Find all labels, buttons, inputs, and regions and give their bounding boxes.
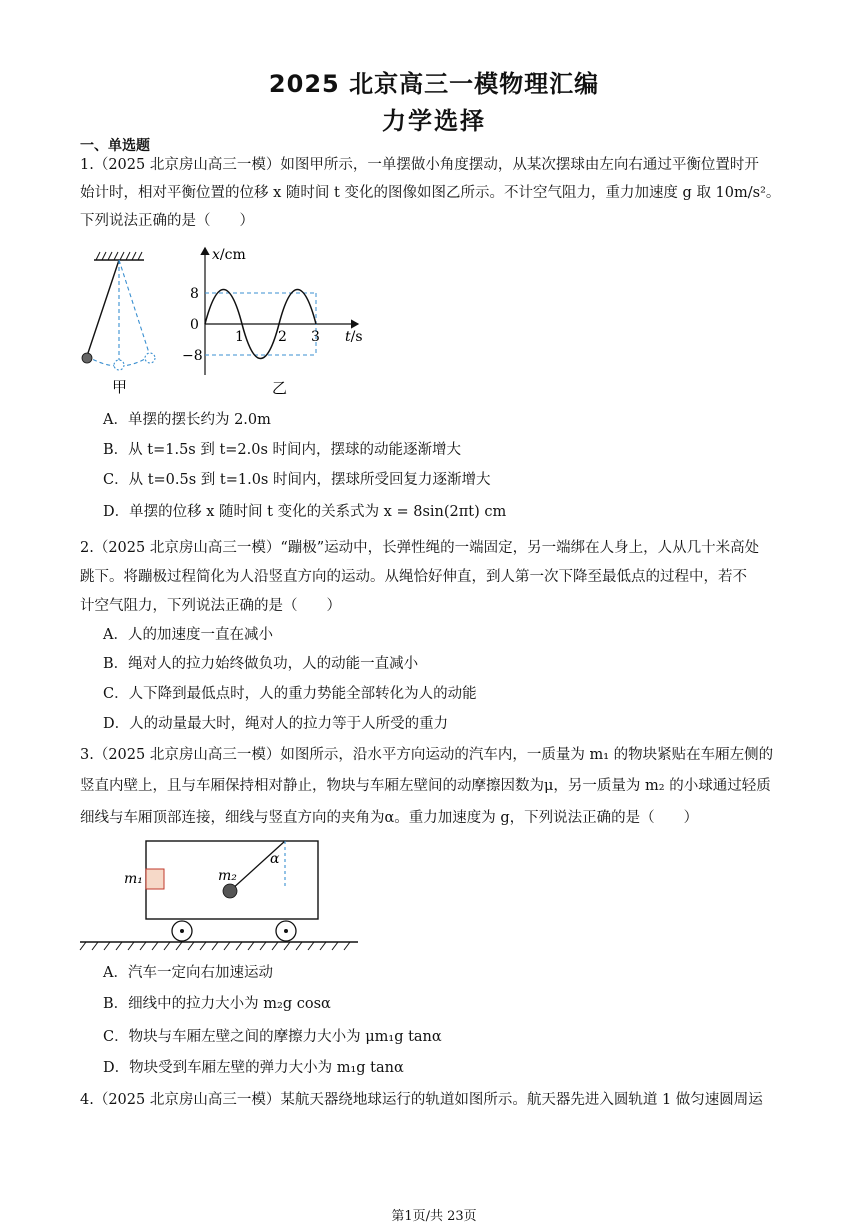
page-footer: 第1页/共 23页 xyxy=(391,1209,477,1224)
svg-text:0: 0 xyxy=(190,317,199,333)
q1-option-b[interactable]: B．从 t=1.5s 到 t=2.0s 时间内，摆球的动能逐渐增大 xyxy=(103,442,462,458)
q3-line-3: 细线与车厢顶部连接，细线与竖直方向的夹角为α。重力加速度为 g，下列说法正确的是（ ） xyxy=(80,810,699,826)
m2-label: m₂ xyxy=(218,868,237,884)
q1-option-d[interactable]: D．单摆的位移 x 随时间 t 变化的关系式为 x = 8sin(2πt) cm xyxy=(103,504,507,520)
section-heading: 一、单选题 xyxy=(80,138,150,154)
q3-line-1: 3.（2025 北京房山高三一模）如图所示，沿水平方向运动的汽车内，一质量为 m₁ 的物块紧贴在车厢左侧的 xyxy=(80,747,774,763)
q4-line-1: 4.（2025 北京房山高三一模）某航天器绕地球运行的轨道如图所示。航天器先进入圆轨道 1 做匀速圆周运 xyxy=(80,1092,763,1108)
svg-text:3: 3 xyxy=(311,329,320,345)
q1-option-c[interactable]: C．从 t=0.5s 到 t=1.0s 时间内，摆球所受回复力逐渐增大 xyxy=(103,472,491,488)
q3-line-2: 竖直内壁上，且与车厢保持相对静止，物块与车厢左壁间的动摩擦因数为μ，另一质量为 m₂ 的小球通过轻质 xyxy=(80,778,771,794)
document-title: 2025 北京高三一模物理汇编 xyxy=(268,70,600,98)
svg-text:2: 2 xyxy=(278,329,287,345)
q2-option-b[interactable]: B．绳对人的拉力始终做负功，人的动能一直减小 xyxy=(103,656,419,672)
svg-text:x/cm: x/cm xyxy=(212,247,246,263)
q3-option-a[interactable]: A．汽车一定向右加速运动 xyxy=(103,965,273,981)
q1-line-3: 下列说法正确的是（ ） xyxy=(80,213,254,229)
q2-option-d[interactable]: D．人的动量最大时，绳对人的拉力等于人所受的重力 xyxy=(103,716,449,732)
figure-label-jia: 甲 xyxy=(112,378,128,396)
q1-line-1: 1.（2025 北京房山高三一模）如图甲所示，一单摆做小角度摆动，从某次摆球由左向右通过平衡位置时开 xyxy=(80,157,759,173)
svg-text:t/s: t/s xyxy=(345,329,363,345)
x-t-graph xyxy=(180,240,370,400)
q3-option-c[interactable]: C．物块与车厢左壁之间的摩擦力大小为 μm₁g tanα xyxy=(103,1029,442,1045)
figure-label-yi: 乙 xyxy=(272,379,288,397)
svg-text:−8: −8 xyxy=(182,348,203,364)
q2-option-c[interactable]: C．人下降到最低点时，人的重力势能全部转化为人的动能 xyxy=(103,686,477,702)
document-subtitle: 力学选择 xyxy=(382,107,486,135)
pendulum-figure xyxy=(74,248,164,398)
m1-label: m₁ xyxy=(124,871,143,887)
q3-option-b[interactable]: B．细线中的拉力大小为 m₂g cosα xyxy=(103,996,331,1012)
car-figure xyxy=(78,835,363,953)
svg-text:8: 8 xyxy=(190,286,199,302)
q3-option-d[interactable]: D．物块受到车厢左壁的弹力大小为 m₁g tanα xyxy=(103,1060,404,1076)
q2-line-2: 跳下。将蹦极过程简化为人沿竖直方向的运动。从绳恰好伸直，到人第一次下降至最低点的过程中，若不 xyxy=(80,569,747,585)
q2-option-a[interactable]: A．人的加速度一直在减小 xyxy=(103,627,273,643)
q2-line-1: 2.（2025 北京房山高三一模）“蹦极”运动中，长弹性绳的一端固定，另一端绑在人身上，人从几十米高处 xyxy=(80,540,760,556)
q2-line-3: 计空气阻力，下列说法正确的是（ ） xyxy=(80,598,341,614)
svg-text:1: 1 xyxy=(235,329,244,345)
alpha-label: α xyxy=(270,851,280,867)
q1-line-2: 始计时，相对平衡位置的位移 x 随时间 t 变化的图像如图乙所示。不计空气阻力，重力加速度 g 取 10m/s²。 xyxy=(80,185,781,201)
q1-option-a[interactable]: A．单摆的摆长约为 2.0m xyxy=(103,412,271,428)
